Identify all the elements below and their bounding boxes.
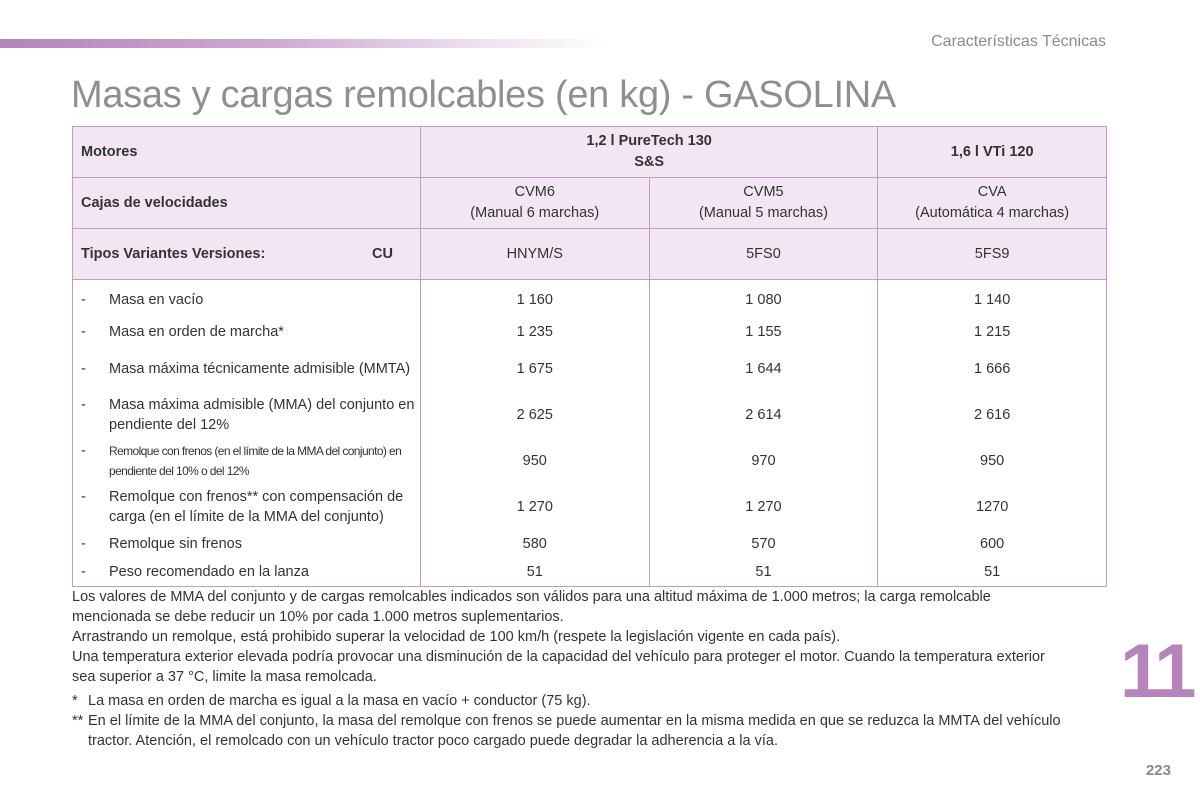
gearbox-desc: (Manual 5 marchas) xyxy=(698,205,828,221)
page-number: 223 xyxy=(1145,762,1171,779)
row-dash: - xyxy=(81,396,86,413)
row-value: 1 140 xyxy=(878,280,1107,318)
footnote-mark: * xyxy=(72,693,78,709)
row-dash: - xyxy=(81,488,86,505)
row-value: 2 616 xyxy=(878,392,1107,438)
table-row xyxy=(73,346,1107,392)
row-value: 1 155 xyxy=(649,318,878,346)
row-value: 1 160 xyxy=(420,280,649,318)
row-dash: - xyxy=(81,535,86,552)
row-label: Masa máxima técnicamente admisible (MMTA) xyxy=(109,360,411,377)
tvv-suffix: CU xyxy=(371,245,393,262)
gearbox-cell xyxy=(878,178,1107,229)
tvv-value: HNYM/S xyxy=(420,229,649,280)
footnote-1 xyxy=(72,691,1072,711)
section-label: Características Técnicas xyxy=(931,33,1106,50)
row-value: 51 xyxy=(649,558,878,587)
row-value: 1 235 xyxy=(420,318,649,346)
table-row xyxy=(73,484,1107,530)
table-row xyxy=(73,558,1107,587)
row-value: 51 xyxy=(420,558,649,587)
row-value: 2 614 xyxy=(649,392,878,438)
row-value: 1 644 xyxy=(649,346,878,392)
row-value: 570 xyxy=(649,530,878,558)
engines-label: Motores xyxy=(73,127,421,178)
engine-1-name: 1,2 l PureTech 130 xyxy=(586,133,712,149)
note-paragraph: Los valores de MMA del conjunto y de cargas remolcables indicados son válidos para una altitud máxima de 1.000 metros; la carga remolcable mencionada se debe reducir un 10% por cada 1.000 metros suplementarios. xyxy=(72,589,991,625)
row-label: Masa máxima admisible (MMA) del conjunto en pendiente del 12% xyxy=(109,396,415,433)
notes xyxy=(72,587,1072,751)
header-accent-bar xyxy=(0,39,610,48)
row-dash: - xyxy=(81,323,86,340)
engine-2-name: 1,6 l VTi 120 xyxy=(878,127,1107,178)
tvv-value: 5FS0 xyxy=(649,229,878,280)
gearbox-label: Cajas de velocidades xyxy=(73,178,421,229)
chapter-number: 11 xyxy=(1120,629,1193,714)
page-title: Masas y cargas remolcables (en kg) - GASOLINA xyxy=(71,74,896,116)
row-value: 970 xyxy=(649,438,878,484)
gearbox-desc: (Manual 6 marchas) xyxy=(470,205,600,221)
gearbox-desc: (Automática 4 marchas) xyxy=(915,205,1070,221)
row-value: 1 215 xyxy=(878,318,1107,346)
gearbox-cell xyxy=(649,178,878,229)
row-value: 580 xyxy=(420,530,649,558)
row-dash: - xyxy=(81,442,86,459)
row-label: Peso recomendado en la lanza xyxy=(109,563,309,580)
tvv-value: 5FS9 xyxy=(878,229,1107,280)
specs-table xyxy=(72,126,1107,587)
table-row xyxy=(73,392,1107,438)
note-paragraph: Arrastrando un remolque, está prohibido superar la velocidad de 100 km/h (respete la legislación vigente en cada país). xyxy=(72,629,841,645)
row-dash: - xyxy=(81,563,86,580)
row-value: 950 xyxy=(878,438,1107,484)
row-label: Remolque con frenos** con compensación de carga (en el límite de la MMA del conjunto) xyxy=(109,488,404,525)
footnote-text: La masa en orden de marcha es igual a la masa en vacío + conductor (75 kg). xyxy=(88,693,591,709)
tvv-label: Tipos Variantes Versiones: xyxy=(81,245,266,262)
row-label: Remolque con frenos (en el límite de la MMA del conjunto) en pendiente del 10% o del 12% xyxy=(109,443,402,478)
row-dash: - xyxy=(81,292,86,308)
row-label: Masa en vacío xyxy=(109,292,204,308)
engine-1-cell xyxy=(420,127,877,178)
footnote-text: En el límite de la MMA del conjunto, la masa del remolque con frenos se puede aumentar en la misma medida en que se reduzca la MMTA del vehículo tractor. Atención, el remolcado con un vehículo tractor poco cargado puede degradar la adherencia a la vía. xyxy=(88,713,1061,749)
gearbox-code: CVM5 xyxy=(743,184,784,200)
table-row xyxy=(73,280,1107,318)
row-value: 1 270 xyxy=(649,484,878,530)
row-value: 1 270 xyxy=(420,484,649,530)
engine-1-suffix: S&S xyxy=(634,154,665,170)
table-row xyxy=(73,438,1107,484)
gearbox-code: CVA xyxy=(977,184,1007,200)
gearbox-header-row xyxy=(73,178,1107,229)
row-value: 1 666 xyxy=(878,346,1107,392)
row-value: 1 080 xyxy=(649,280,878,318)
row-value: 1270 xyxy=(878,484,1107,530)
row-value: 600 xyxy=(878,530,1107,558)
row-value: 950 xyxy=(420,438,649,484)
row-dash: - xyxy=(81,360,86,377)
footnote-2 xyxy=(72,711,1072,751)
row-value: 51 xyxy=(878,558,1107,587)
row-value: 2 625 xyxy=(420,392,649,438)
note-paragraph: Una temperatura exterior elevada podría provocar una disminución de la capacidad del vehículo para proteger el motor. Cuando la temperatura exterior sea superior a 37 °C, limite la masa remolcada. xyxy=(72,649,1045,685)
table-row xyxy=(73,530,1107,558)
row-label: Masa en orden de marcha* xyxy=(109,323,284,340)
engines-header-row xyxy=(73,127,1107,178)
gearbox-code: CVM6 xyxy=(514,184,555,200)
gearbox-cell xyxy=(420,178,649,229)
table-row xyxy=(73,318,1107,346)
footnote-mark: ** xyxy=(72,713,84,729)
tvv-header-row xyxy=(73,229,1107,280)
tvv-label-cell xyxy=(73,229,421,280)
row-label: Remolque sin frenos xyxy=(109,535,242,552)
row-value: 1 675 xyxy=(420,346,649,392)
